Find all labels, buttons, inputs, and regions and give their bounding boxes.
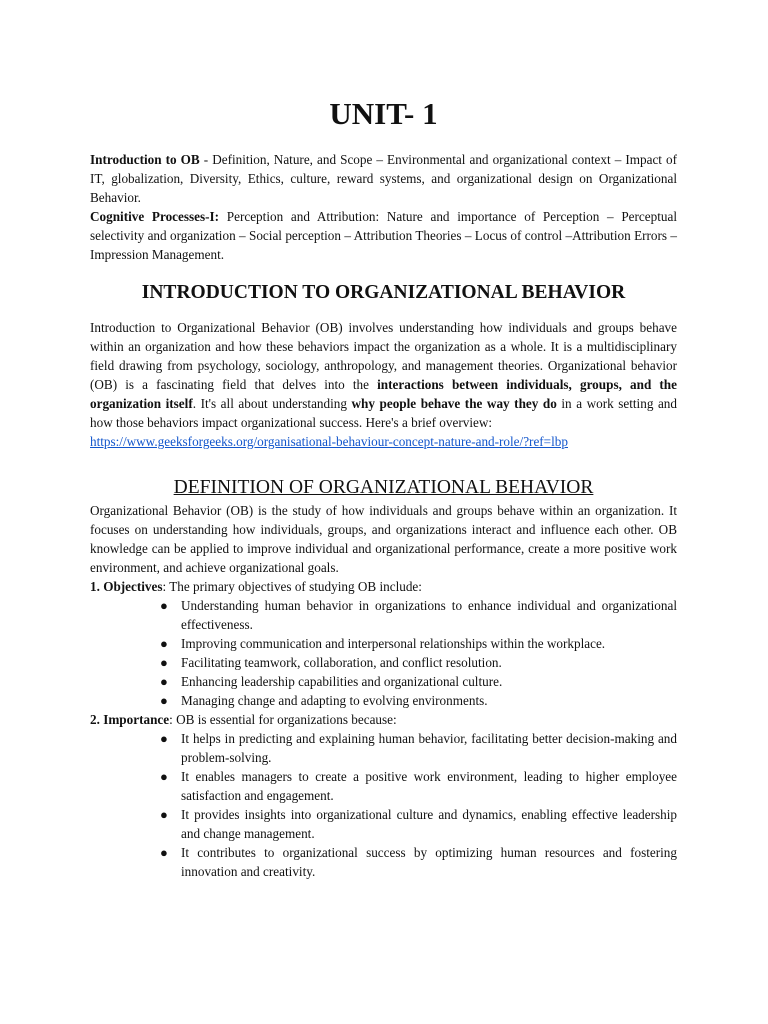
intro-text-3: in a work setting and how those behaviors impact organizational success. Here's a brief overview: (90, 396, 677, 430)
list-item (90, 653, 677, 672)
bullet-icon: ● (160, 674, 168, 689)
definition-paragraph: Organizational Behavior (OB) is the study of how individuals and groups behave within an organization. It focuses on understanding how individuals, groups, and organizations interact and influence each other. OB knowledge can be applied to improve individual and organizational performance, create a more positive work environment, and achieve organizational goals. (90, 503, 677, 575)
objectives-label: 1. Objectives (90, 579, 163, 594)
list-item-text: It helps in predicting and explaining human behavior, facilitating better decision-making and problem-solving. (181, 731, 677, 765)
list-item (90, 767, 677, 805)
objectives-text: : The primary objectives of studying OB include: (162, 579, 422, 594)
list-item-text: It contributes to organizational success by optimizing human resources and fostering innovation and creativity. (181, 845, 677, 879)
intro-bold-1: interactions between individuals, groups, and the organization itself (90, 377, 677, 411)
intro-text-2: . It's all about understanding (192, 396, 352, 411)
bullet-icon: ● (160, 731, 168, 746)
list-item (90, 843, 677, 881)
list-item (90, 805, 677, 843)
bullet-icon: ● (160, 598, 168, 613)
intro-paragraph (90, 318, 677, 432)
list-item-text: It provides insights into organizational culture and dynamics, enabling effective leadership and change management. (181, 807, 677, 841)
list-item (90, 729, 677, 767)
list-item-text: Understanding human behavior in organizations to enhance individual and organizational effectiveness. (181, 598, 677, 632)
importance-list (90, 729, 677, 881)
bullet-icon: ● (160, 807, 168, 822)
objectives-list (90, 596, 677, 710)
importance-text: : OB is essential for organizations because: (169, 712, 397, 727)
list-item-text: Facilitating teamwork, collaboration, and conflict resolution. (181, 655, 502, 670)
bullet-icon: ● (160, 769, 168, 784)
list-item-text: It enables managers to create a positive work environment, leading to higher employee satisfaction and engagement. (181, 769, 677, 803)
unit-title: UNIT- 1 (329, 96, 438, 131)
syllabus-block (90, 150, 677, 264)
list-item-text: Improving communication and interpersonal relationships within the workplace. (181, 636, 606, 651)
list-item (90, 596, 677, 634)
geeksforgeeks-link[interactable]: https://www.geeksforgeeks.org/organisational-behaviour-concept-nature-and-role/?ref=lbp (90, 434, 568, 449)
list-item-text: Managing change and adapting to evolving environments. (181, 693, 488, 708)
importance-line (90, 710, 677, 729)
link-line (90, 432, 677, 451)
intro-bold-2: why people behave the way they do (351, 396, 557, 411)
syllabus-cognitive-text: Perception and Attribution: Nature and importance of Perception – Perceptual selectivity and organization – Social perception – Attribution Theories – Locus of control –Attribution Errors –Impression Management. (90, 209, 677, 262)
definition-heading: DEFINITION OF ORGANIZATIONAL BEHAVIOR (173, 477, 594, 498)
bullet-icon: ● (160, 655, 168, 670)
list-item (90, 691, 677, 710)
bullet-icon: ● (160, 845, 168, 860)
bullet-icon: ● (160, 636, 168, 651)
objectives-line (90, 577, 677, 596)
syllabus-intro-text: - Definition, Nature, and Scope – Environmental and organizational context – Impact of IT, globalization, Diversity, Ethics, culture, reward systems, and organizational design on Organizational Behavior. (90, 152, 677, 205)
intro-text-1: Introduction to Organizational Behavior (OB) involves understanding how individuals and groups behave within an organization and how these behaviors impact the organization as a whole. It is a multidisciplinary field drawing from psychology, sociology, anthropology, and management theories. Organizational behavior (OB) is a fascinating field that delves into the (90, 320, 677, 392)
syllabus-cognitive-label: Cognitive Processes-I: (90, 209, 220, 224)
list-item (90, 672, 677, 691)
intro-heading: INTRODUCTION TO ORGANIZATIONAL BEHAVIOR (141, 282, 626, 303)
bullet-icon: ● (160, 693, 168, 708)
syllabus-cognitive-paragraph (90, 207, 677, 264)
syllabus-intro-paragraph (90, 150, 677, 207)
list-item (90, 634, 677, 653)
syllabus-intro-label: Introduction to OB (90, 152, 200, 167)
importance-label: 2. Importance (90, 712, 170, 727)
list-item-text: Enhancing leadership capabilities and organizational culture. (181, 674, 503, 689)
document-content (90, 0, 677, 881)
